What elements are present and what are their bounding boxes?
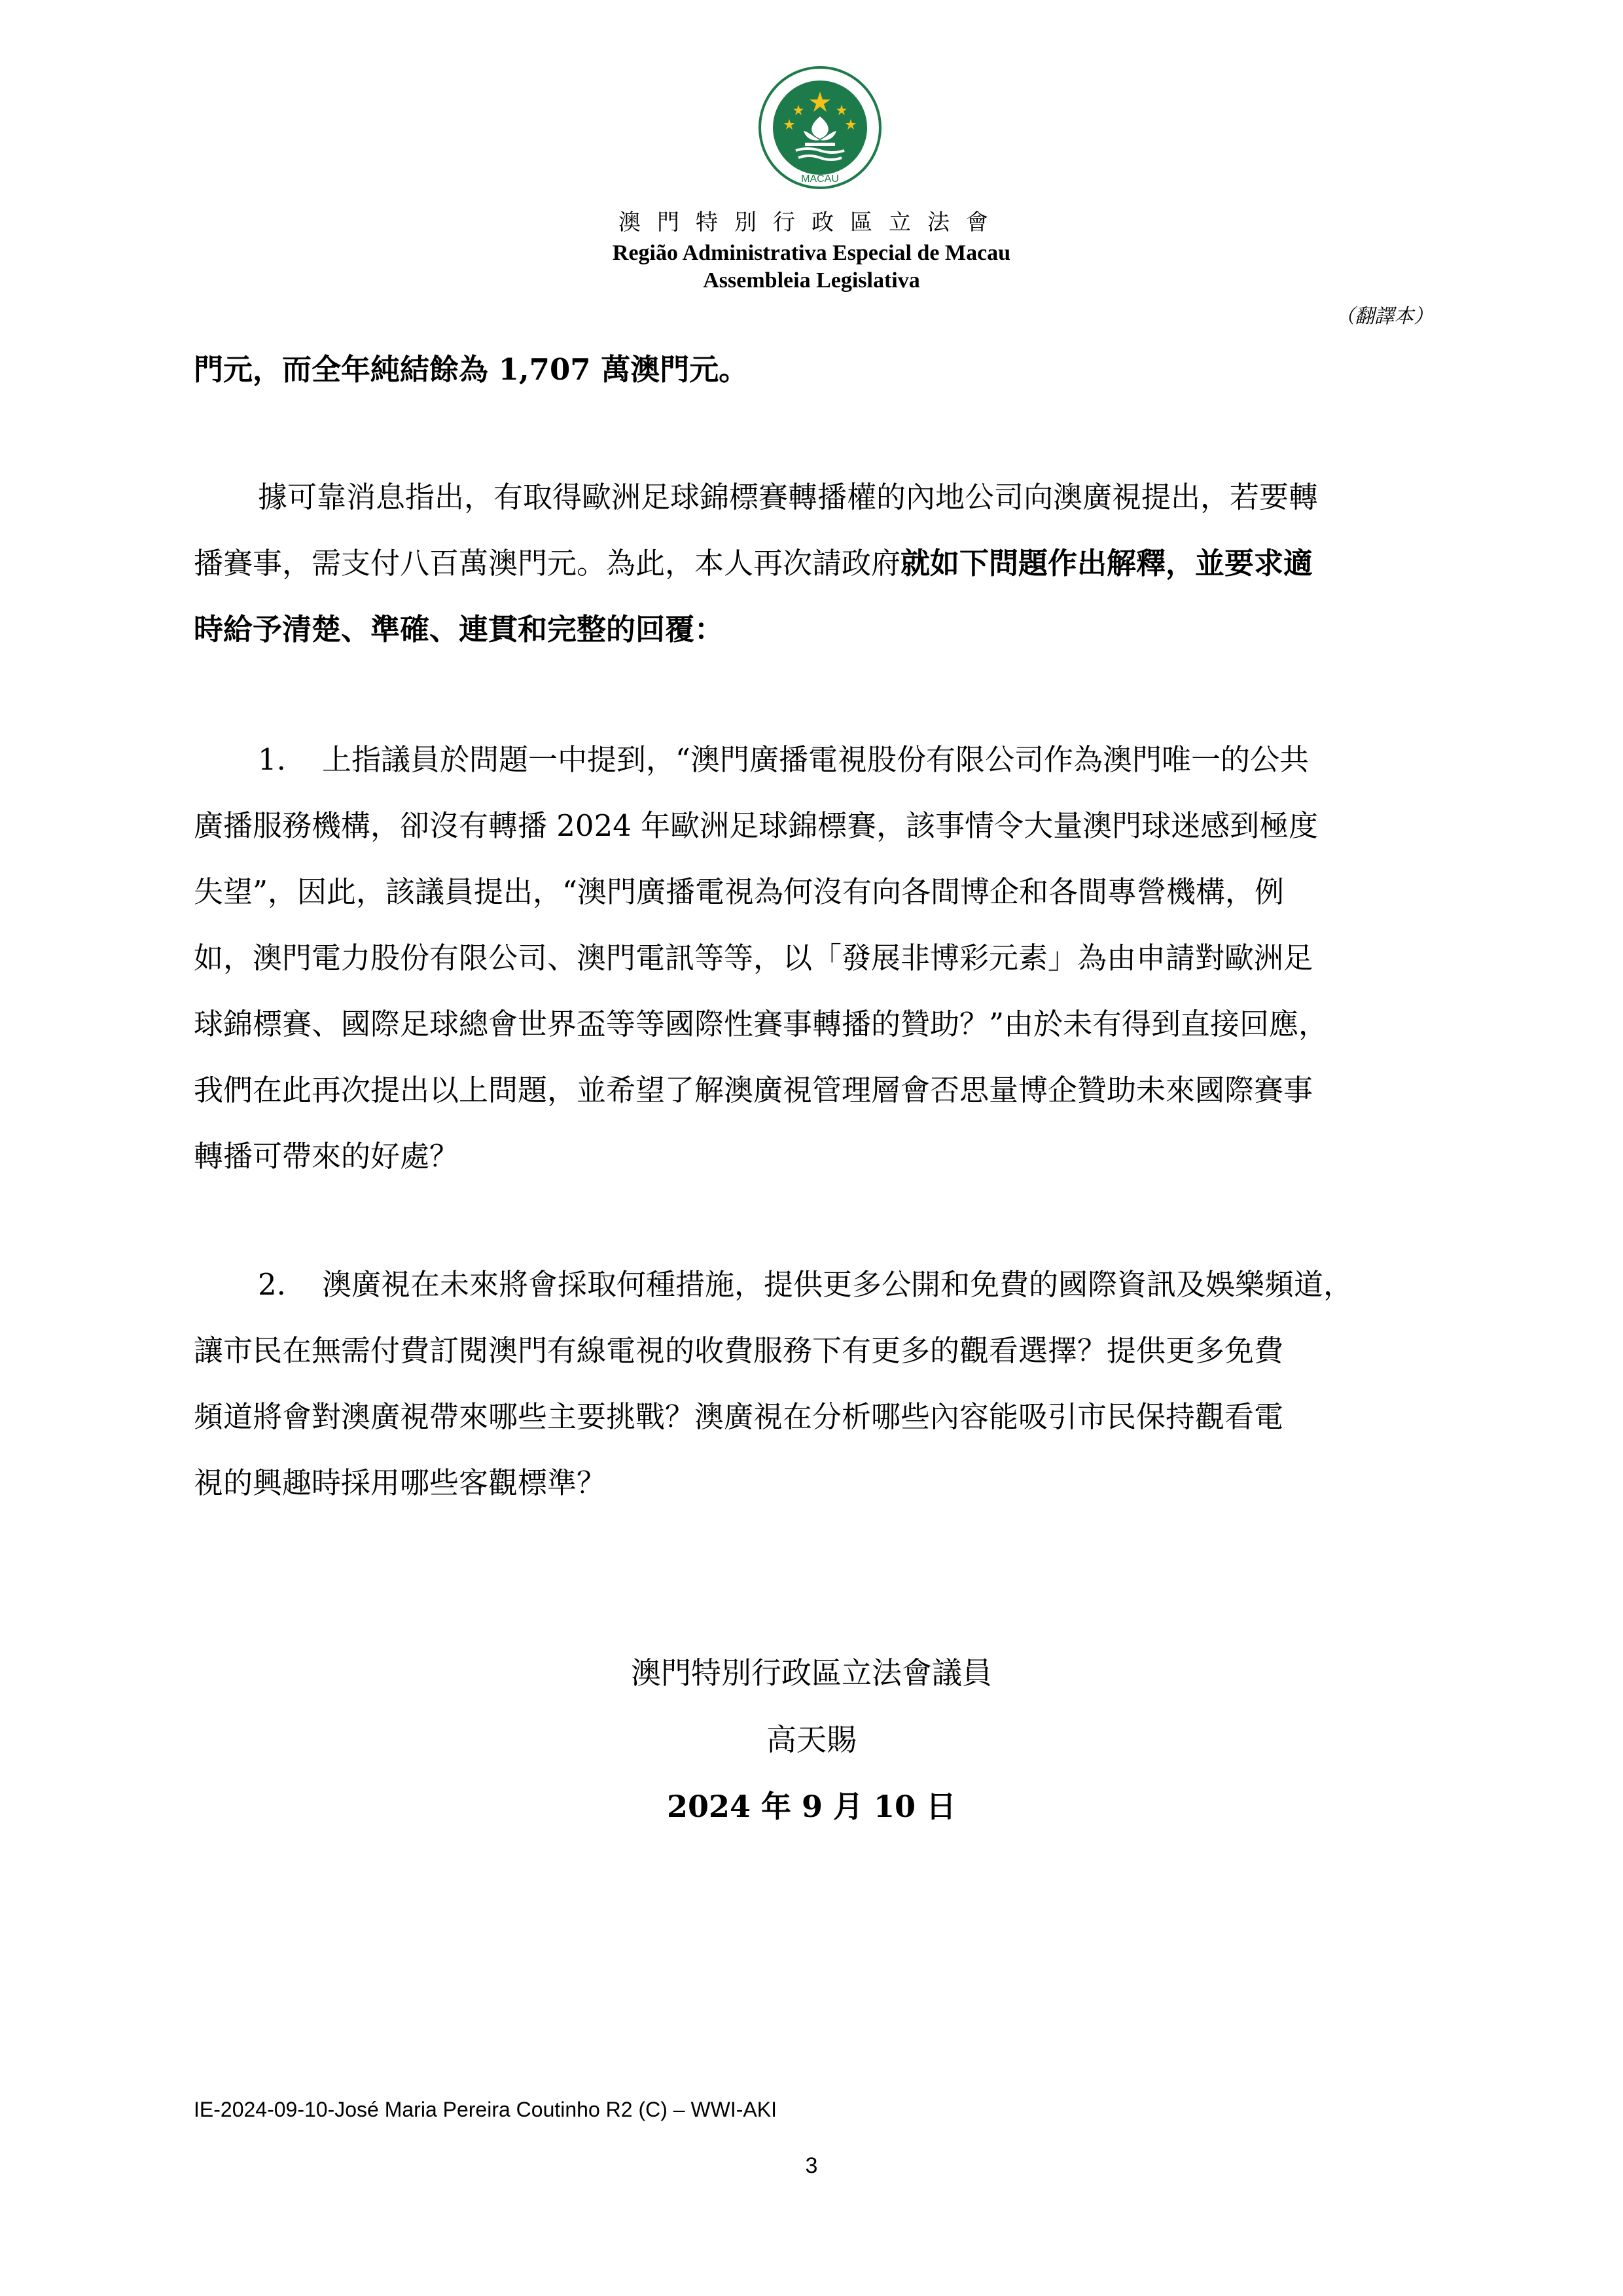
institution-name-pt-line2: Assembleia Legislativa <box>703 268 920 293</box>
page-number: 3 <box>805 2153 818 2178</box>
emblem-text: MACAU <box>801 173 839 185</box>
paragraph-1-line-1: 據可靠消息指出，有取得歐洲足球錦標賽轉播權的內地公司向澳廣視提出，若要轉 <box>258 480 1319 514</box>
translation-note: （翻譯本） <box>1335 305 1433 328</box>
question-2-line-4: 視的興趣時採用哪些客觀標準？ <box>194 1465 607 1500</box>
question-1-number: 1. <box>258 742 286 777</box>
question-1-line-5: 球錦標賽、國際足球總會世界盃等等國際性賽事轉播的贊助？”由於未有得到直接回應， <box>194 1007 1329 1041</box>
macau-emblem-icon <box>758 65 882 190</box>
institution-name-pt-line1: Região Administrativa Especial de Macau <box>612 241 1011 265</box>
question-2-number: 2. <box>258 1267 286 1302</box>
paragraph-1-line-2: 播賽事，需支付八百萬澳門元。為此，本人再次請政府就如下問題作出解釋，並要求適 <box>194 546 1313 581</box>
question-1-line-4: 如，澳門電力股份有限公司、澳門電訊等等，以「發展非博彩元素」為由申請對歐洲足 <box>194 941 1313 975</box>
question-1-line-7: 轉播可帶來的好處？ <box>194 1139 459 1174</box>
question-2-line-3: 頻道將會對澳廣視帶來哪些主要挑戰？澳廣視在分析哪些內容能吸引市民保持觀看電 <box>194 1399 1284 1434</box>
institution-name-zh: 澳門特別行政區立法會 <box>618 209 1005 236</box>
question-2-line-2: 讓市民在無需付費訂閱澳門有線電視的收費服務下有更多的觀看選擇？提供更多免費 <box>194 1333 1284 1368</box>
paragraph-1-line-3: 時給予清楚、準確、連貫和完整的回覆： <box>194 612 724 647</box>
question-1-line-6: 我們在此再次提出以上問題，並希望了解澳廣視管理層會否思量博企贊助未來國際賽事 <box>194 1073 1313 1107</box>
question-1-line-3: 失望”，因此，該議員提出，“澳門廣播電視為何沒有向各間博企和各間專營機構，例 <box>194 874 1285 909</box>
continuation-line: 門元，而全年純結餘為 1,707 萬澳門元。 <box>194 352 749 387</box>
signature-name: 高天賜 <box>766 1722 857 1757</box>
question-1-line-1: 上指議員於問題一中提到，“澳門廣播電視股份有限公司作為澳門唯一的公共 <box>322 742 1310 777</box>
question-2-line-1: 澳廣視在未來將會採取何種措施，提供更多公開和免費的國際資訊及娛樂頻道， <box>322 1267 1353 1302</box>
question-1-line-2: 廣播服務機構，卻沒有轉播 2024 年歐洲足球錦標賽，該事情令大量澳門球迷感到極度 <box>194 808 1319 843</box>
signature-date: 2024 年 9 月 10 日 <box>666 1789 957 1824</box>
signature-title: 澳門特別行政區立法會議員 <box>631 1655 992 1691</box>
document-id: IE-2024-09-10-José Maria Pereira Coutinho R2 (C) – WWI-AKI <box>194 2098 777 2121</box>
